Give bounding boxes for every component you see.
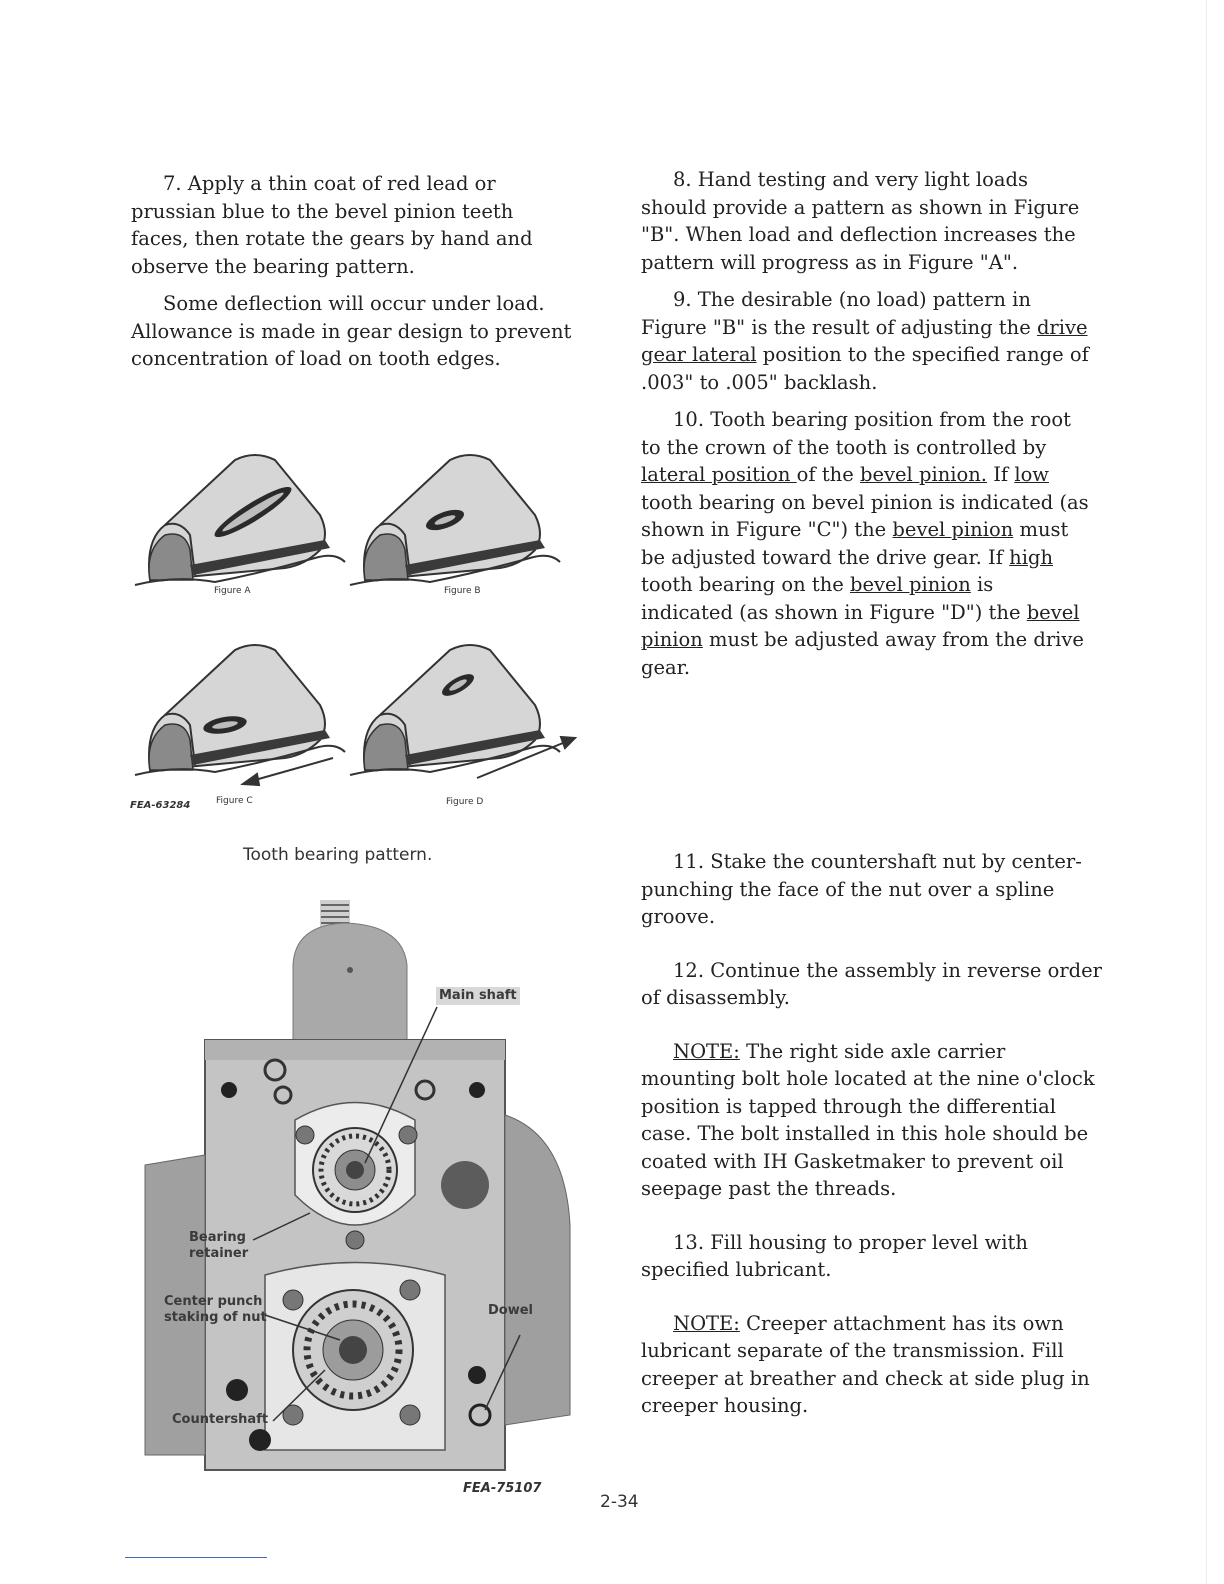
bearing-retainer-line1: Bearing <box>189 1230 246 1245</box>
bearing-retainer-line2: retainer <box>189 1246 249 1261</box>
step-11: 11. Stake the countershaft nut by center-punching the face of the nut over a spline groove. <box>641 850 1082 928</box>
main-shaft-callout: Main shaft <box>436 987 520 1005</box>
figure-a-label: Figure A <box>214 586 251 596</box>
step-8: 8. Hand testing and very light loads should provide a pattern as shown in Figure "B". When load and deflection increases the pattern will progress as in Figure "A". <box>641 168 1080 274</box>
dowel-callout: Dowel <box>488 1303 534 1318</box>
figure-a-drawing <box>135 455 345 585</box>
center-punch-callout <box>164 1294 267 1326</box>
figure-b-label: Figure B <box>444 586 481 596</box>
note-1-label: NOTE: <box>673 1039 740 1063</box>
figure-c-label: Figure C <box>216 796 253 806</box>
bearing-retainer-callout <box>189 1230 248 1262</box>
right-column-top <box>641 166 1091 691</box>
left-column <box>131 170 576 383</box>
footer-rule <box>125 1557 267 1558</box>
step-13: 13. Fill housing to proper level with specified lubricant. <box>641 1230 1028 1281</box>
countershaft-callout: Countershaft <box>172 1412 269 1427</box>
step-9: 9. The desirable (no load) pattern in Figure "B" is the result of adjusting the drive gear lateral position to the specified range of .003" to .005" backlash. <box>641 288 1089 394</box>
tooth-bearing-figure <box>125 435 585 825</box>
figure-d-label: Figure D <box>446 797 484 807</box>
note-1: NOTE: The right side axle carrier mounting bolt hole located at the nine o'clock position is tapped through the differential case. The bolt installed in this hole should be coated with IH Gasketmaker to prevent oil seepage past the threads. <box>641 1039 1095 1200</box>
figure-caption: Tooth bearing pattern. <box>243 845 433 865</box>
step-10: 10. Tooth bearing position from the root to the crown of the tooth is controlled by lateral position of the bevel pinion. If low tooth bearing on bevel pinion is indicated (as shown in Figure "C") the bevel pinion must be adjusted toward the drive gear. If high tooth bearing on the bevel pinion is indicated (as shown in Figure "D") the bevel pinion must be adjusted away from the drive gear. <box>641 408 1089 679</box>
right-column-bottom <box>641 848 1103 1430</box>
figure-code-1: FEA-63284 <box>130 800 191 811</box>
transmission-photo <box>125 895 585 1475</box>
figure-b-drawing <box>350 455 560 585</box>
underline-drive-gear-lateral: drive gear lateral <box>641 315 1088 366</box>
note-2-label: NOTE: <box>673 1311 740 1335</box>
note-2: NOTE: Creeper attachment has its own lubricant separate of the transmission. Fill creeper at breather and check at side plug in creeper housing. <box>641 1311 1090 1417</box>
scan-edge <box>1206 0 1207 1584</box>
step-7: 7. Apply a thin coat of red lead or prussian blue to the bevel pinion teeth faces, then rotate the gears by hand and observe the bearing pattern. <box>131 172 533 278</box>
figure-d-drawing <box>350 645 560 775</box>
figure-code-2: FEA-75107 <box>463 1481 542 1496</box>
page-number: 2-34 <box>600 1492 639 1512</box>
center-punch-line2: staking of nut <box>164 1310 267 1325</box>
step-12: 12. Continue the assembly in reverse order of disassembly. <box>641 958 1102 1009</box>
figure-c-drawing <box>135 645 345 775</box>
deflection-paragraph: Some deflection will occur under load. Allowance is made in gear design to prevent concentration of load on tooth edges. <box>131 292 572 370</box>
center-punch-line1: Center punch <box>164 1294 263 1309</box>
